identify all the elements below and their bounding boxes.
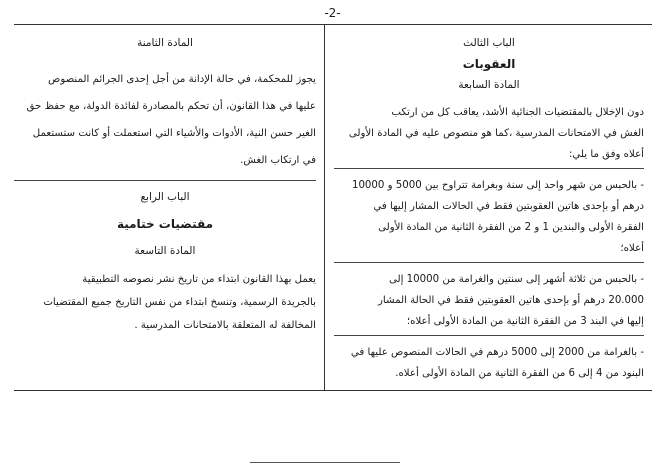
intro-line: الغش في الامتحانات المدرسية ،كما هو منصوص عليه في المادة الأولى bbox=[348, 128, 644, 139]
left-column bbox=[14, 33, 316, 337]
article-line: في ارتكاب الغش. bbox=[240, 155, 316, 166]
article-line: بالجريدة الرسمية، وتنسخ ابتداء من نفس التاريخ جميع المقتضيات bbox=[43, 297, 316, 308]
penalties-heading: العقوبات bbox=[462, 57, 516, 71]
bottom-rule bbox=[14, 390, 652, 391]
penalty-line: - بالحبس من شهر واحد إلى سنة وبغرامة تتراوح بين 5000 و 10000 bbox=[351, 180, 644, 191]
separator bbox=[334, 262, 644, 263]
penalty-line: 20.000 درهم أو بإحدى هاتين العقوبتين فقط في الحالة المشار bbox=[377, 295, 644, 306]
penalty-line: - بالغرامة من 2000 إلى 5000 درهم في الحالات المنصوص عليها في bbox=[350, 347, 644, 358]
page-number: -2- bbox=[324, 6, 341, 20]
separator bbox=[334, 335, 644, 336]
penalty-line: - بالحبس من ثلاثة أشهر إلى سنتين والغرامة من 10000 إلى bbox=[389, 274, 644, 285]
article-seven-title: المادة السابعة bbox=[458, 79, 520, 91]
article-line: المخالفة له المتعلقة بالامتحانات المدرسية . bbox=[134, 320, 316, 331]
article-nine-body bbox=[14, 268, 316, 337]
penalty-line: درهم أو بإحدى هاتين العقوبتين فقط في الحالات المشار إليها في bbox=[373, 201, 644, 212]
article-line: يعمل بهذا القانون ابتداء من تاريخ نشر نصوصه التطبيقية bbox=[82, 274, 316, 285]
right-column bbox=[334, 33, 644, 384]
separator bbox=[14, 180, 316, 181]
top-rule bbox=[14, 24, 652, 25]
chapter-three-title: الباب الثالث bbox=[463, 37, 515, 49]
column-divider bbox=[324, 24, 325, 390]
separator bbox=[334, 168, 644, 169]
article-nine-title: المادة التاسعة bbox=[134, 245, 196, 257]
intro-line: دون الإخلال بالمقتضيات الجنائية الأشد، يعاقب كل من ارتكب bbox=[391, 107, 644, 118]
article-line: يجوز للمحكمة، في حالة الإدانة من أجل إحدى الجرائم المنصوص bbox=[48, 74, 316, 85]
penalty-line: أعلاه؛ bbox=[620, 243, 644, 254]
penalty-line: الفقرة الأولى والبندين 1 و 2 من الفقرة الثانية من المادة الأولى bbox=[378, 222, 644, 233]
penalty-item bbox=[334, 342, 644, 384]
penalty-item bbox=[334, 269, 644, 332]
article-eight-body bbox=[14, 66, 316, 174]
article-seven-intro bbox=[334, 102, 644, 165]
article-line: الغير حسن النية، الأدوات والأشياء التي استعملت أو كانت ستستعمل bbox=[32, 128, 316, 139]
penalty-item bbox=[334, 175, 644, 259]
penalty-line: إليها في البند 3 من الفقرة الثانية من المادة الأولى أعلاه؛ bbox=[406, 316, 644, 327]
final-provisions-heading: مقتضيات ختامية bbox=[116, 217, 214, 231]
intro-line: أعلاه وفق ما يلي: bbox=[568, 149, 644, 160]
article-eight-title: المادة الثامنة bbox=[137, 37, 193, 49]
article-line: عليها في هذا القانون، أن تحكم بالمصادرة لفائدة الدولة، مع حفظ حق bbox=[26, 101, 316, 112]
chapter-four-title: الباب الرابع bbox=[140, 191, 190, 203]
footnote-rule bbox=[250, 462, 400, 463]
penalty-line: البنود من 4 إلى 6 من الفقرة الثانية من المادة الأولى أعلاه. bbox=[395, 368, 644, 379]
